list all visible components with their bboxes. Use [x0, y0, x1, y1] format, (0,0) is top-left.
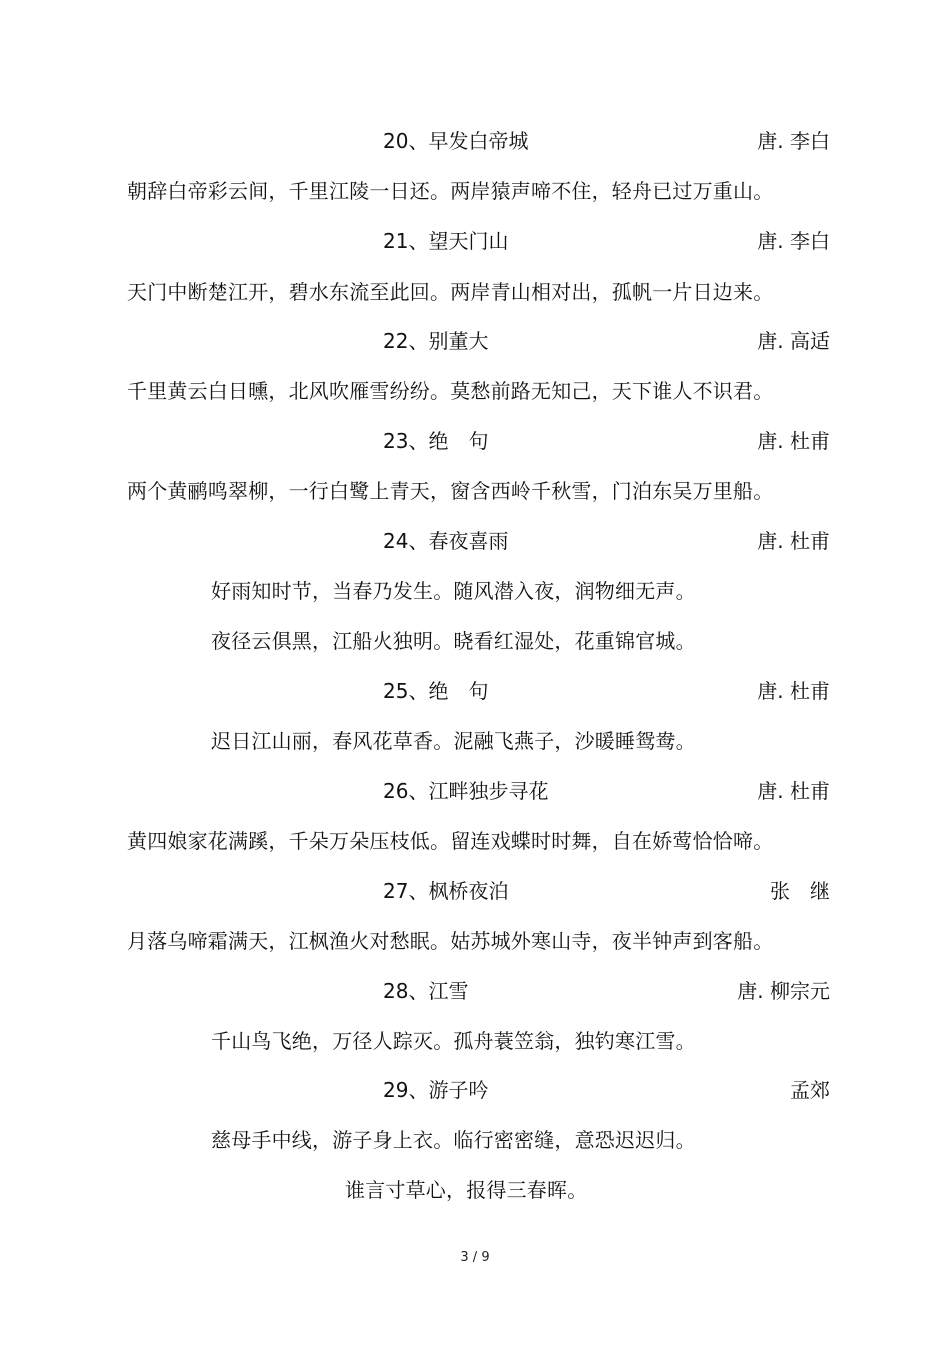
poem-line [0, 726, 950, 756]
poem-author: 唐. 杜甫 [757, 529, 830, 553]
poem-text: 好雨知时节，当春乃发生。随风潜入夜，润物细无声。 [211, 579, 696, 603]
poem-author: 唐. 高适 [757, 329, 830, 353]
poem-heading [0, 226, 950, 256]
poem-title: 27、枫桥夜泊 [383, 879, 509, 903]
poem-line [0, 1125, 950, 1155]
poem-heading [0, 676, 950, 706]
poem-author: 唐. 杜甫 [757, 429, 830, 453]
poem-author: 张 继 [770, 879, 830, 903]
poem-text: 千里黄云白日曛，北风吹雁雪纷纷。莫愁前路无知己，天下谁人不识君。 [127, 379, 774, 403]
poem-author: 唐. 柳宗元 [737, 979, 830, 1003]
poem-heading [0, 526, 950, 556]
poem-line [0, 626, 950, 656]
poem-line [0, 277, 950, 307]
poem-title: 23、绝 句 [383, 429, 489, 453]
poem-heading [0, 776, 950, 806]
poem-title: 29、游子吟 [383, 1078, 489, 1102]
poem-title: 22、别董大 [383, 329, 489, 353]
poem-text: 夜径云俱黑，江船火独明。晓看红湿处，花重锦官城。 [211, 629, 696, 653]
poem-line [0, 576, 950, 606]
poem-line [0, 1175, 950, 1205]
poem-heading [0, 326, 950, 356]
poem-heading [0, 1075, 950, 1105]
poem-author: 唐. 李白 [757, 229, 830, 253]
poem-author: 唐. 李白 [757, 129, 830, 153]
poem-text: 朝辞白帝彩云间，千里江陵一日还。两岸猿声啼不住，轻舟已过万重山。 [127, 179, 774, 203]
poem-author: 孟郊 [790, 1078, 830, 1102]
poem-line [0, 826, 950, 856]
poem-text: 慈母手中线，游子身上衣。临行密密缝，意恐迟迟归。 [211, 1128, 696, 1152]
poem-title: 28、江雪 [383, 979, 469, 1003]
poem-title: 24、春夜喜雨 [383, 529, 509, 553]
poem-line [0, 376, 950, 406]
poem-line [0, 476, 950, 506]
poem-title: 26、江畔独步寻花 [383, 779, 549, 803]
poem-author: 唐. 杜甫 [757, 679, 830, 703]
poem-heading [0, 976, 950, 1006]
poem-text: 天门中断楚江开，碧水东流至此回。两岸青山相对出，孤帆一片日边来。 [127, 280, 774, 304]
poem-line [0, 176, 950, 206]
page-number: 3 / 9 [460, 1250, 490, 1265]
poem-author: 唐. 杜甫 [757, 779, 830, 803]
poem-text: 月落乌啼霜满天，江枫渔火对愁眠。姑苏城外寒山寺，夜半钟声到客船。 [127, 929, 774, 953]
poem-text: 两个黄鹂鸣翠柳，一行白鹭上青天，窗含西岭千秋雪，门泊东吴万里船。 [127, 479, 774, 503]
poem-title: 20、早发白帝城 [383, 129, 529, 153]
poem-heading [0, 126, 950, 156]
poem-text: 迟日江山丽，春风花草香。泥融飞燕子，沙暖睡鸳鸯。 [211, 729, 696, 753]
poem-text: 千山鸟飞绝，万径人踪灭。孤舟蓑笠翁，独钓寒江雪。 [211, 1029, 696, 1053]
poem-heading [0, 426, 950, 456]
poem-line [0, 926, 950, 956]
poem-title: 25、绝 句 [383, 679, 489, 703]
poem-text: 谁言寸草心，报得三春晖。 [345, 1178, 588, 1202]
poem-heading [0, 876, 950, 906]
poem-line [0, 1026, 950, 1056]
poem-text: 黄四娘家花满蹊，千朵万朵压枝低。留连戏蝶时时舞，自在娇莺恰恰啼。 [127, 829, 774, 853]
poem-title: 21、望天门山 [383, 229, 509, 253]
